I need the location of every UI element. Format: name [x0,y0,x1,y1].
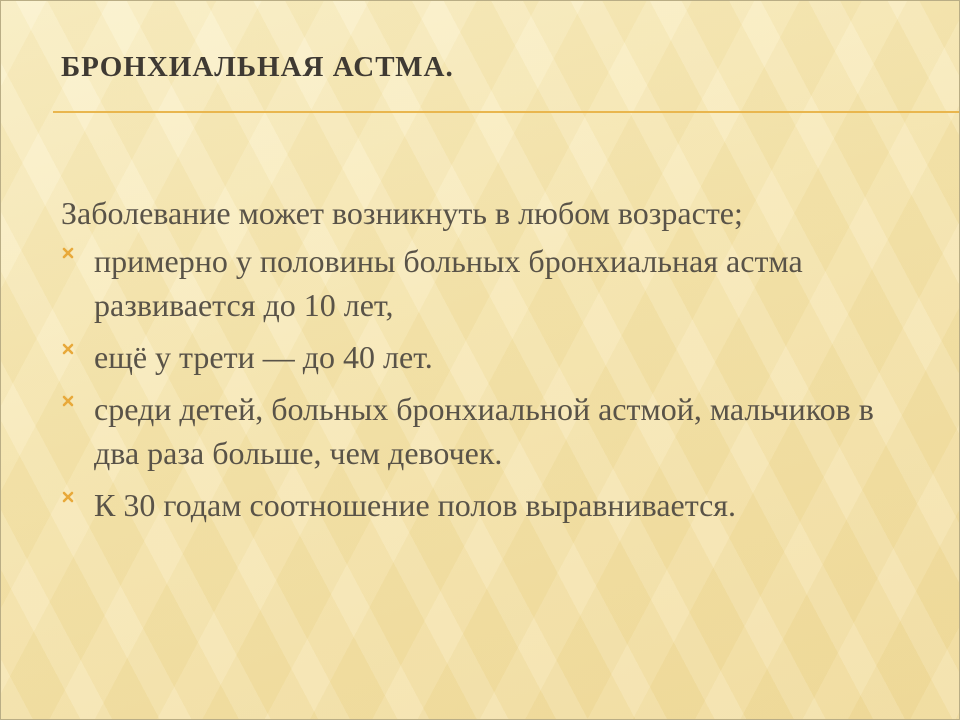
x-mark-icon [61,483,79,513]
title-divider [53,111,960,113]
bullet-list [61,239,921,527]
bullet-item [61,387,921,475]
bullet-item [61,239,921,327]
bullet-item [61,335,921,379]
bullet-text: ещё у трети — до 40 лет. [94,339,433,375]
bullet-item [61,483,921,527]
x-mark-icon [61,335,79,365]
x-mark-icon [61,239,79,269]
bullet-text: примерно у половины больных бронхиальная астма развивается до 10 лет, [94,243,803,323]
slide-title: БРОНХИАЛЬНАЯ АСТМА. [61,51,454,83]
bullet-text: К 30 годам соотношение полов выравнивается. [94,487,737,523]
intro-text: Заболевание может возникнуть в любом возрасте; [61,195,743,231]
x-mark-icon [61,387,79,417]
slide-content [61,191,921,535]
bullet-text: среди детей, больных бронхиальной астмой, мальчиков в два раза больше, чем девочек. [94,391,874,471]
